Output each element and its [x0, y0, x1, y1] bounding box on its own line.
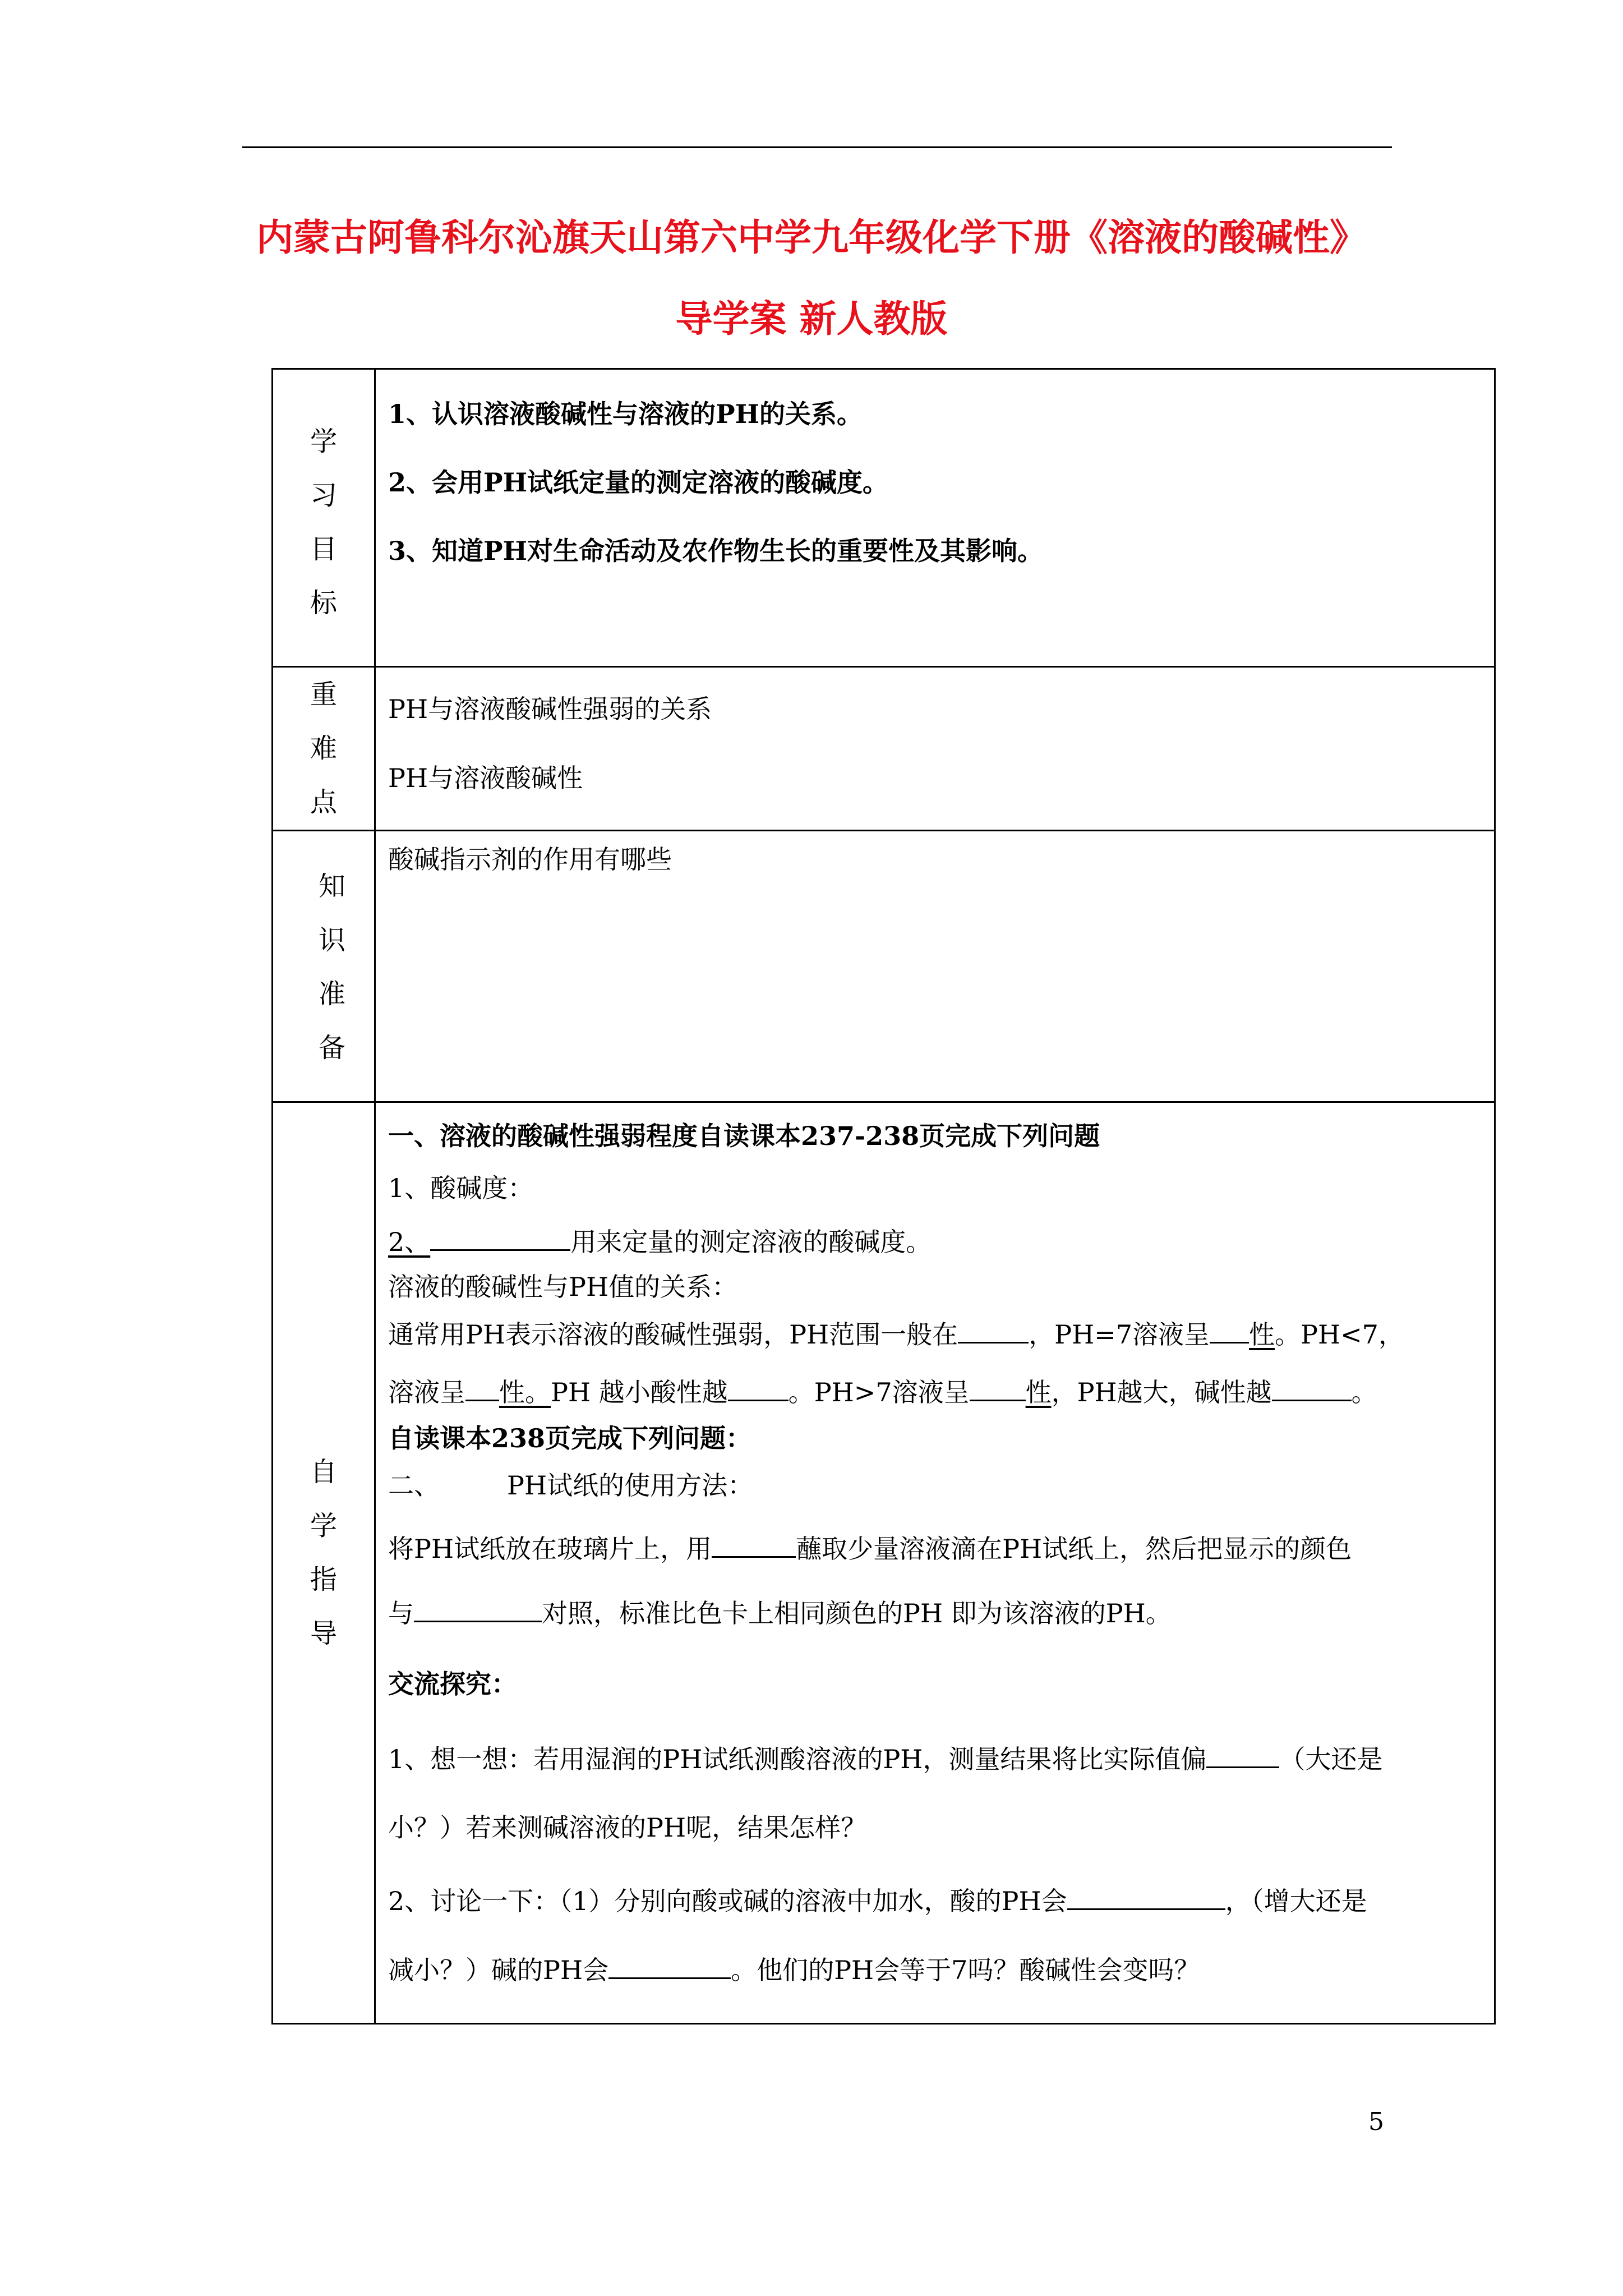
row-key-points: [273, 667, 1495, 831]
blank-tool-dip[interactable]: [712, 1530, 796, 1558]
line-ph-compare: 与 对照，标准比色卡上相同颜色的PH 即为该溶液的PH。: [388, 1595, 1172, 1630]
self-study-label: 自 学 指 导: [310, 1456, 337, 1649]
line-ph-range: 通常用PH表示溶液的酸碱性强弱，PH范围一般在 ，PH=7溶液呈 性。PH<7，: [388, 1316, 1404, 1351]
blank-color-card[interactable]: [414, 1595, 542, 1622]
line-relation: 溶液的酸碱性与PH值的关系：: [388, 1272, 738, 1302]
blank-acid-ph-change[interactable]: [1067, 1883, 1225, 1910]
line-ph-acid-base: 溶液呈 性。PH 越小酸性越 。PH>7溶液呈 性，PH越大，碱性越 。: [388, 1374, 1377, 1409]
study-guide-table: [271, 368, 1496, 2024]
label-cell-self-study: [273, 1102, 375, 2024]
blank-acidic[interactable]: [465, 1374, 499, 1401]
objective-3: 3、知道PH对生命活动及农作物生长的重要性及其影响。: [388, 536, 1044, 566]
label-cell-knowledge-prep: [273, 831, 375, 1102]
key-point-1: PH与溶液酸碱性强弱的关系: [388, 694, 712, 724]
objective-1: 1、认识溶液酸碱性与溶液的PH的关系。: [388, 399, 863, 429]
row-objectives: [273, 369, 1495, 667]
line-discuss-2: 减小？）碱的PH会 。他们的PH会等于7吗？酸碱性会变吗？: [388, 1952, 1200, 1987]
document-title-line1: 内蒙古阿鲁科尔沁旗天山第六中学九年级化学下册《溶液的酸碱性》: [256, 215, 1367, 259]
line-think-2: 小？）若来测碱溶液的PH呢，结果怎样？: [388, 1812, 867, 1843]
document-title-line2: 导学案 新人教版: [675, 297, 948, 341]
header-rule: [242, 146, 1392, 148]
section-heading-3: 交流探究：: [388, 1669, 517, 1699]
objectives-label: 学 习 目 标: [310, 426, 337, 619]
content-cell-self-study: [375, 1102, 1495, 2024]
section-heading-2: 自读课本238页完成下列问题：: [388, 1423, 752, 1453]
objective-2: 2、会用PH试纸定量的测定溶液的酸碱度。: [388, 467, 889, 498]
blank-ph-range[interactable]: [958, 1316, 1029, 1343]
blank-measure-tool[interactable]: [430, 1223, 570, 1251]
line-acidity: 1、酸碱度：: [388, 1173, 534, 1203]
blank-more-acidic[interactable]: [728, 1374, 789, 1401]
line-discuss: 2、讨论一下：（1）分别向酸或碱的溶液中加水，酸的PH会 ，（增大还是: [388, 1883, 1367, 1918]
blank-base-ph-change[interactable]: [608, 1952, 731, 1979]
blank-more-basic[interactable]: [1272, 1374, 1352, 1401]
label-cell-objectives: [273, 369, 375, 667]
knowledge-prep-question: 酸碱指示剂的作用有哪些: [388, 844, 672, 875]
key-points-label: 重 难 点: [310, 679, 337, 818]
blank-deviation[interactable]: [1206, 1741, 1279, 1768]
key-point-2: PH与溶液酸碱性: [388, 763, 583, 793]
label-cell-key-points: [273, 667, 375, 831]
blank-basic[interactable]: [970, 1374, 1026, 1401]
line-measure: 2、 用来定量的测定溶液的酸碱度。: [388, 1223, 932, 1259]
line-ph-paper-heading: 二、 PH试纸的使用方法：: [388, 1470, 754, 1501]
line-ph-paper-method: 将PH试纸放在玻璃片上，用 蘸取少量溶液滴在PH试纸上，然后把显示的颜色: [388, 1530, 1352, 1566]
content-cell-key-points: [375, 667, 1495, 831]
knowledge-prep-label: 知 识 准 备: [318, 871, 345, 1064]
section-heading-1: 一、溶液的酸碱性强弱程度自读课本237-238页完成下列问题: [388, 1121, 1100, 1151]
line-think: 1、想一想：若用湿润的PH试纸测酸溶液的PH，测量结果将比实际值偏 （大还是: [388, 1741, 1382, 1776]
page-number: 5: [1368, 2108, 1384, 2136]
content-cell-knowledge-prep: [375, 831, 1495, 1102]
content-cell-objectives: [375, 369, 1495, 667]
row-self-study: [273, 1102, 1495, 2024]
row-knowledge-prep: [273, 831, 1495, 1102]
blank-neutral[interactable]: [1210, 1316, 1249, 1343]
